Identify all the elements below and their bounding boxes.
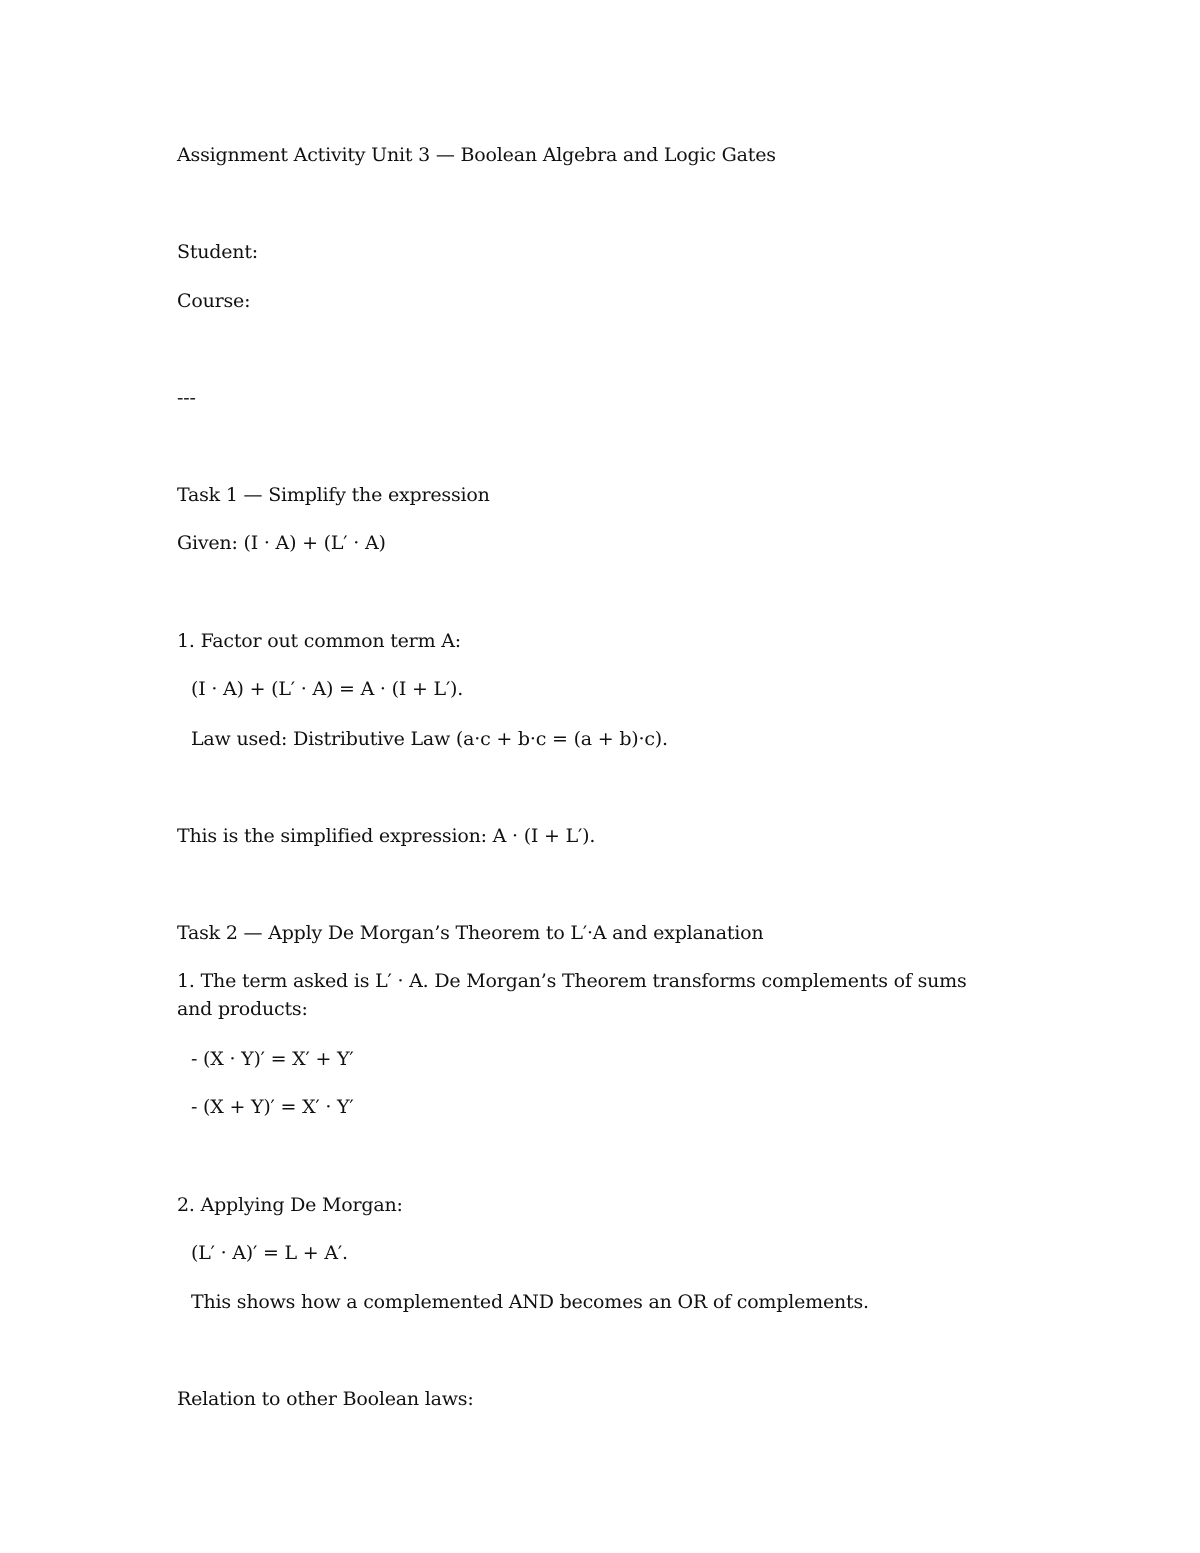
task2-rule1: - (X · Y)′ = X′ + Y′: [191, 1048, 354, 1070]
task1-step1-title: 1. Factor out common term A:: [177, 630, 461, 652]
task1-step1-equation: (I · A) + (L′ · A) = A · (I + L′).: [191, 678, 464, 700]
student-label: Student:: [177, 241, 258, 263]
section-separator: ---: [177, 387, 196, 409]
task2-relation-heading: Relation to other Boolean laws:: [177, 1388, 474, 1410]
task2-rule2: - (X + Y)′ = X′ · Y′: [191, 1096, 354, 1118]
task1-heading: Task 1 — Simplify the expression: [177, 484, 490, 506]
task2-heading: Task 2 — Apply De Morgan’s Theorem to L′·A and explanation: [177, 922, 764, 944]
course-label: Course:: [177, 290, 251, 312]
task2-step1-text: 1. The term asked is L′ · A. De Morgan’s Theorem transforms complements of sums and products:: [177, 970, 967, 1020]
task2-step2-title: 2. Applying De Morgan:: [177, 1194, 403, 1216]
task2-step2-equation: (L′ · A)′ = L + A′.: [191, 1242, 348, 1264]
task2-step2-explanation: This shows how a complemented AND becomes an OR of complements.: [191, 1291, 869, 1313]
task1-step1-law: Law used: Distributive Law (a·c + b·c = (a + b)·c).: [191, 728, 668, 750]
task1-given: Given: (I · A) + (L′ · A): [177, 532, 386, 554]
task1-conclusion: This is the simplified expression: A · (I + L′).: [177, 825, 596, 847]
document-title: Assignment Activity Unit 3 — Boolean Algebra and Logic Gates: [177, 144, 776, 166]
